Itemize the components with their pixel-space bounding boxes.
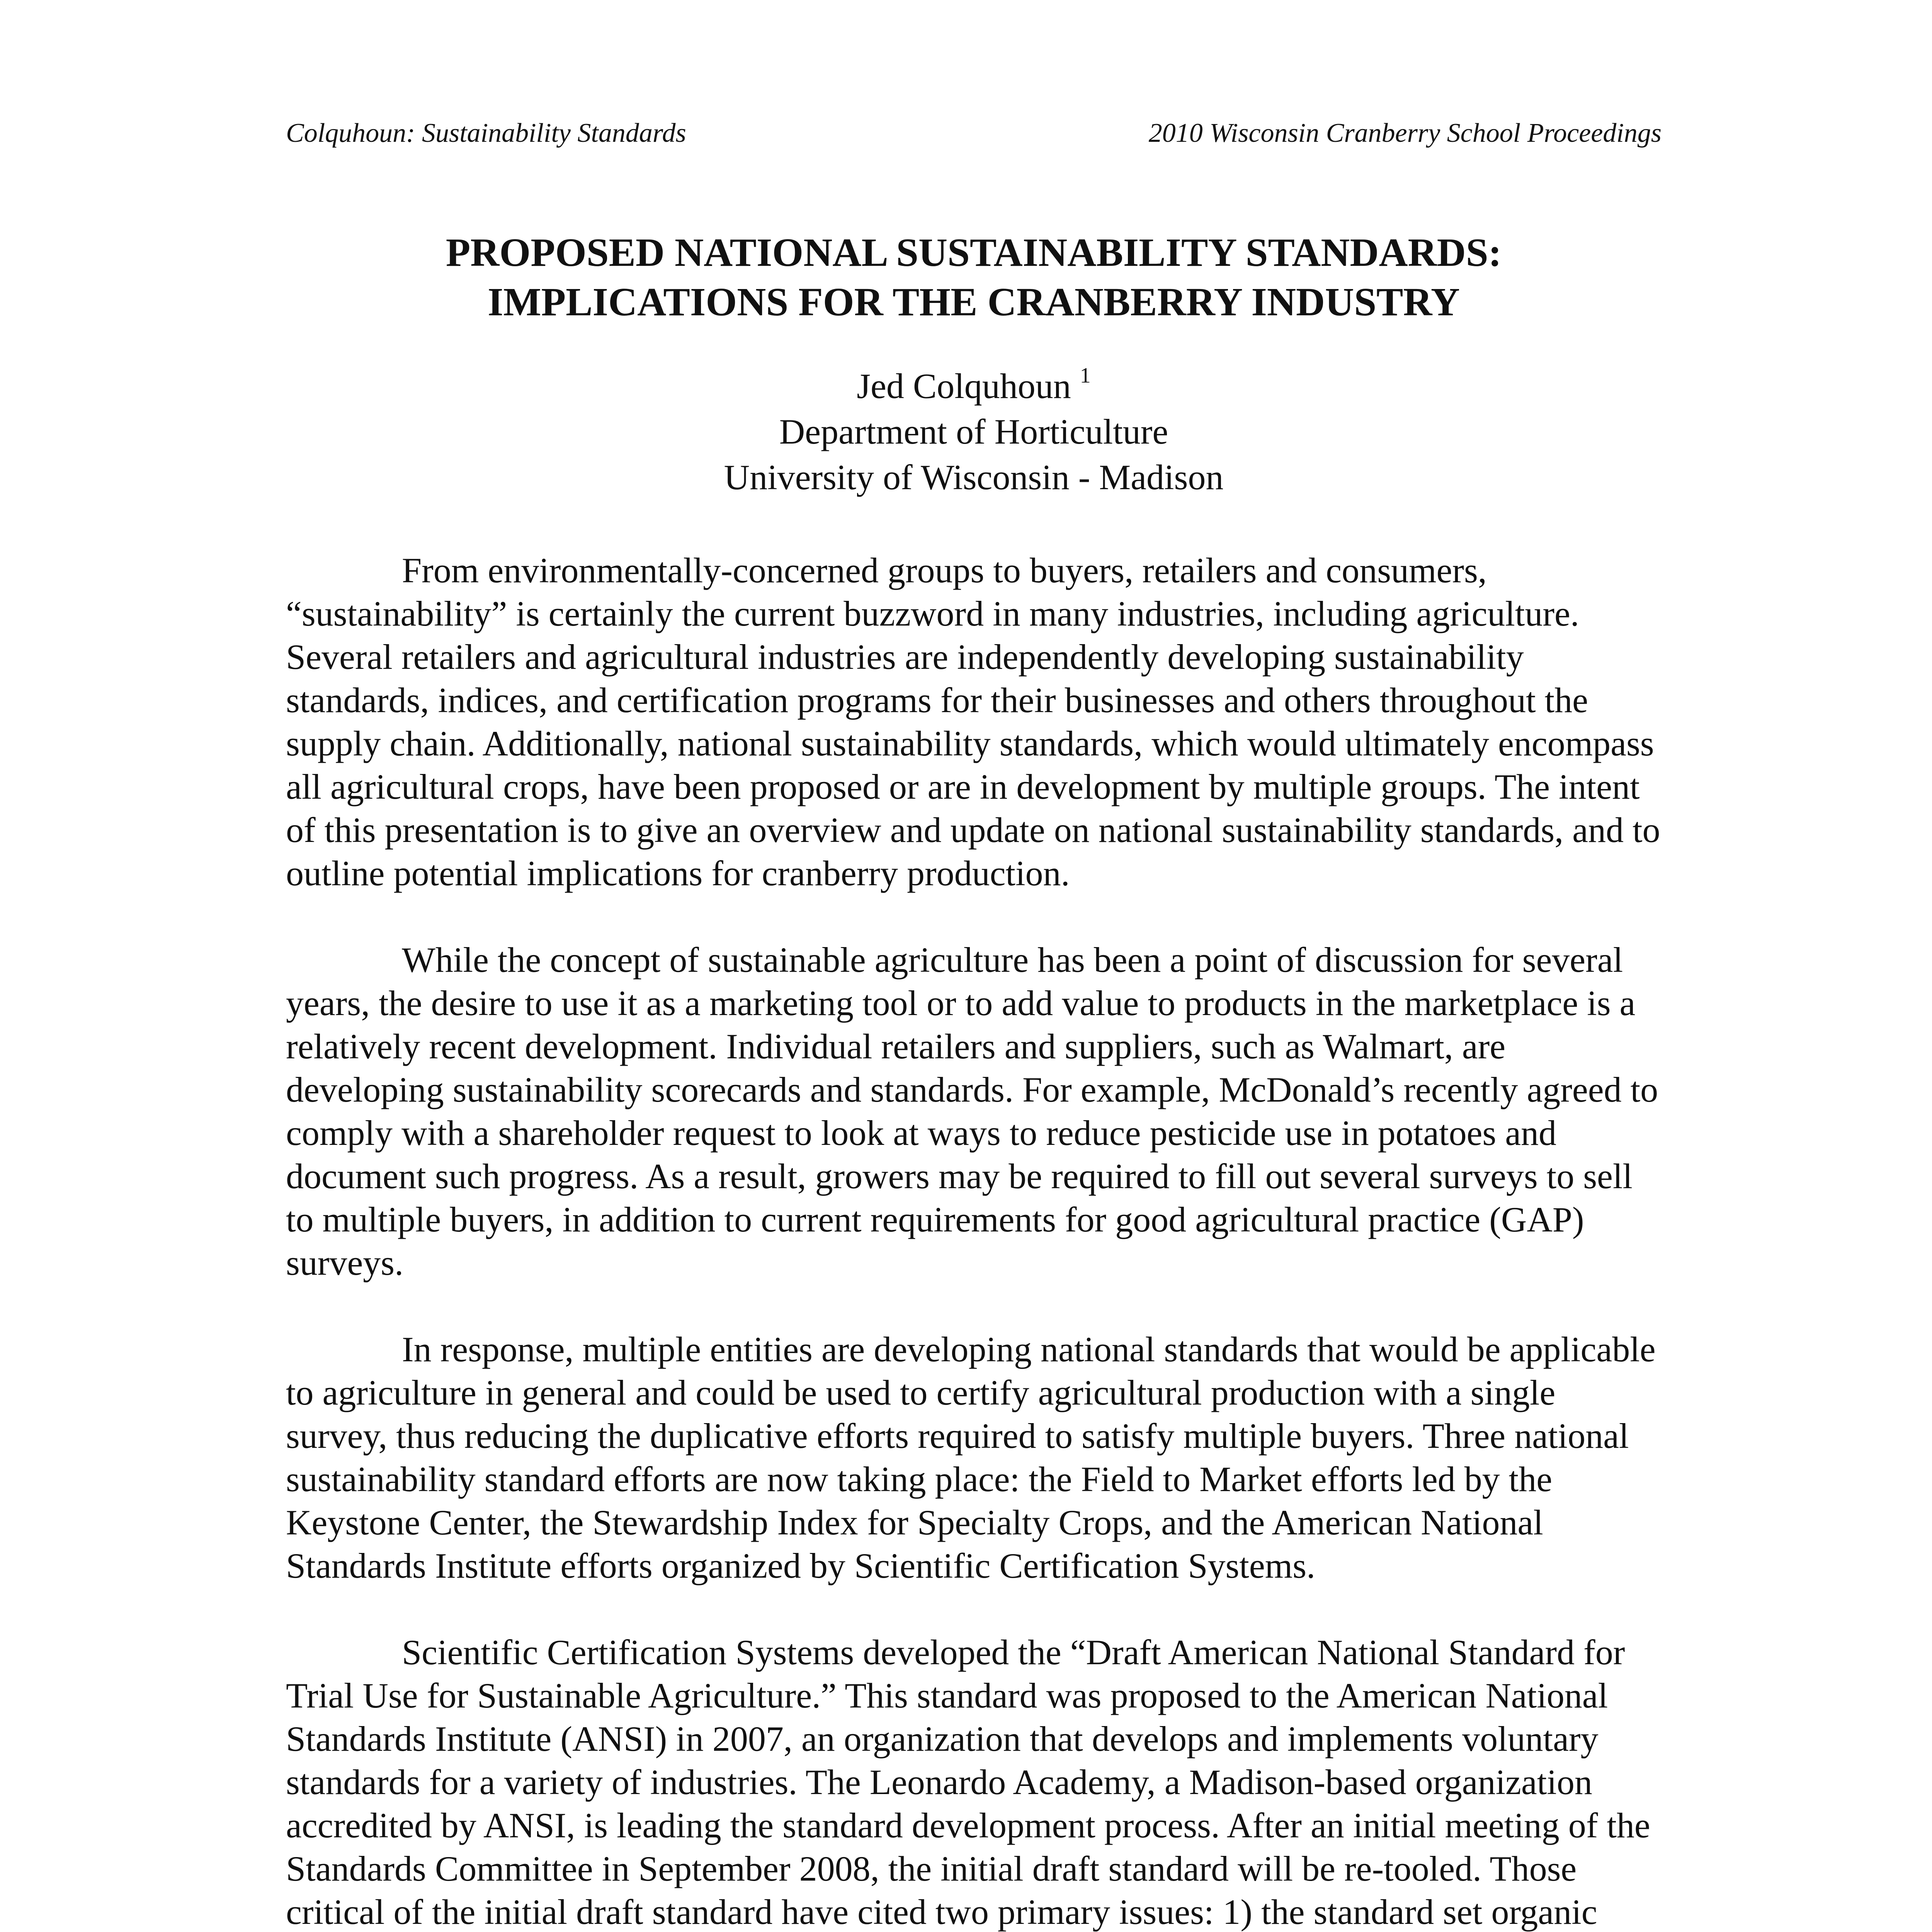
author-footnote-mark: 1 bbox=[1080, 364, 1091, 388]
running-header-right: 2010 Wisconsin Cranberry School Proceedings bbox=[1148, 118, 1662, 148]
paragraph-4: Scientific Certification Systems developed the “Draft American National Standard for Trial Use for Sustainable Agriculture.” This standard was proposed to the American National Standards Institute (ANSI) in 2007, an organization that develops and implements voluntary standards for a variety of industries. The Leonardo Academy, a Madison-based organization accredited by ANSI, is leading the standard development process. After an initial meeting of the Standards Committee in September 2008, the initial draft standard will be re-tooled. Those critical of the initial draft standard have cited two primary issues: 1) the standard set organic bbox=[286, 1633, 1650, 1932]
paragraph-1: From environmentally-concerned groups to buyers, retailers and consumers, “sustainability” is certainly the current buzzword in many industries, including agriculture. Several retailers and agricultural industries are independently developing sustainability standards, indices, and certification programs for their businesses and others throughout the supply chain. Additionally, national sustainability standards, which would ultimately encompass all agricultural crops, have been proposed or are in development by multiple groups. The intent of this presentation is to give an overview and update on national sustainability standards, and to outline potential implications for cranberry production. bbox=[286, 551, 1660, 893]
title-line-1: PROPOSED NATIONAL SUSTAINABILITY STANDARDS: bbox=[446, 230, 1502, 275]
paragraph-3: In response, multiple entities are developing national standards that would be applicable to agriculture in general and could be used to certify agricultural production with a single survey, thus reducing the duplicative efforts required to satisfy multiple buyers. Three national sustainability standard efforts are now taking place: the Field to Market efforts led by the Keystone Center, the Stewardship Index for Specialty Crops, and the American National Standards Institute efforts organized by Scientific Certification Systems. bbox=[286, 1330, 1656, 1585]
paragraph-2: While the concept of sustainable agriculture has been a point of discussion for several years, the desire to use it as a marketing tool or to add value to products in the marketplace is a relatively recent development. Individual retailers and suppliers, such as Walmart, are developing sustainability scorecards and standards. For example, McDonald’s recently agreed to comply with a shareholder request to look at ways to reduce pesticide use in potatoes and document such progress. As a result, growers may be required to fill out several surveys to sell to multiple buyers, in addition to current requirements for good agricultural practice (GAP) surveys. bbox=[286, 940, 1658, 1282]
author-block bbox=[286, 363, 1662, 500]
author-university: University of Wisconsin - Madison bbox=[724, 457, 1224, 497]
title-line-2: IMPLICATIONS FOR THE CRANBERRY INDUSTRY bbox=[488, 280, 1460, 324]
author-name: Jed Colquhoun bbox=[857, 366, 1071, 406]
body-text bbox=[286, 549, 1662, 1932]
author-line bbox=[286, 363, 1662, 409]
paper-title bbox=[286, 228, 1662, 327]
author-department: Department of Horticulture bbox=[779, 412, 1168, 451]
running-header-left: Colquhoun: Sustainability Standards bbox=[286, 118, 686, 148]
